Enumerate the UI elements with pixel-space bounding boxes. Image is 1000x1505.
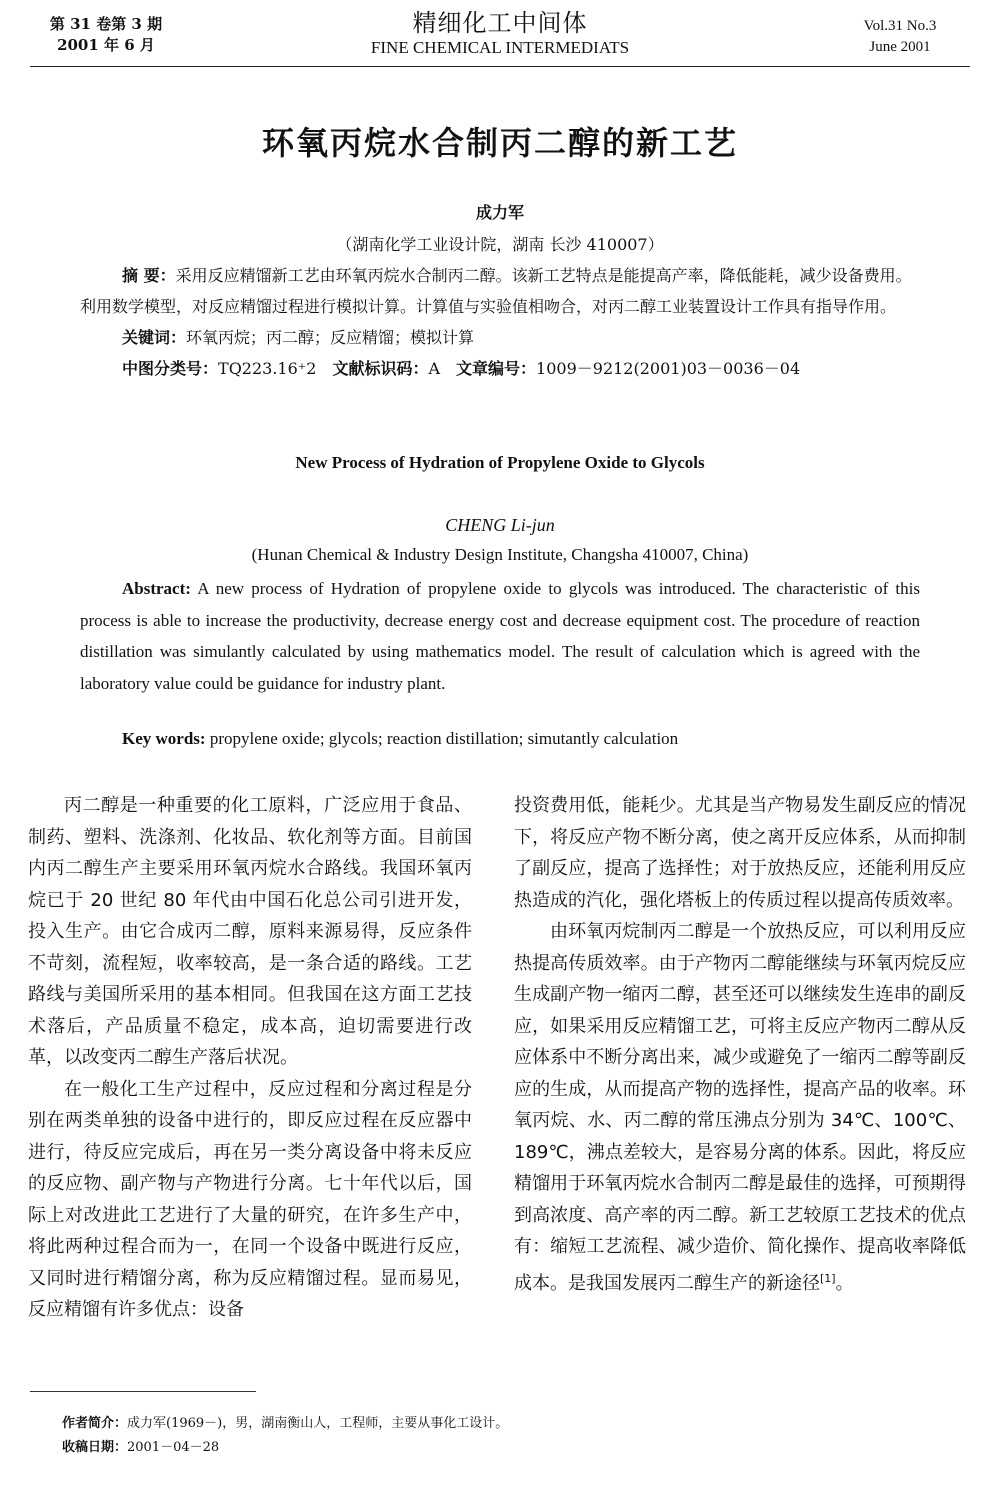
clc-label: 中图分类号： [122,359,219,378]
journal-name-en: FINE CHEMICAL INTERMEDIATS [370,38,630,57]
doc-code-value: A [428,359,441,378]
body-paragraph: 在一般化工生产过程中，反应过程和分离过程是分别在两类单独的设备中进行的，即反应过程在反应器中进行，待反应完成后，再在另一类分离设备中将未反应的反应物、副产物与产物进行分离。七十年代以后，国际上对改进此工艺进行了大量的研究，在许多生产中，将此两种过程合而为一，在同一个设备中既进行反应，又同时进行精馏分离，称为反应精馏过程。显而易见，反应精馏有许多优点：设备 [28,1078,472,1320]
journal-name [300,8,700,58]
abstract-en [80,573,920,699]
received-value: 2001－04－28 [127,1440,220,1455]
author-bio-label: 作者简介： [62,1416,128,1431]
received-label: 收稿日期： [62,1440,128,1455]
author-bio-text: 成力军(1969－)，男，湖南衡山人，工程师，主要从事化工设计。 [127,1416,509,1431]
article-no-label: 文章编号： [456,359,537,378]
body-paragraph [514,916,966,1299]
keywords-en [122,729,922,749]
paper-title-cn: 环氧丙烷水合制丙二醇的新工艺 [261,124,738,162]
footnote-rule [30,1391,256,1392]
body-column-left [28,790,472,1326]
date-cn: 2001 年 6 月 [57,36,155,54]
keywords-cn [80,322,920,353]
affiliation-en: (Hunan Chemical & Industry Design Institute, Changsha 410007, China) [251,545,749,564]
abstract-text-en: A new process of Hydration of propylene oxide to glycols was introduced. The characteristic of this process is able to increase the productivity, decrease energy cost and decrease equipment cost. The procedure of reaction distillation was simulantly calculated by using mathematics model. The result of calculation which is agreed with the laboratory value could be guidance for industry plant. [80,579,920,693]
article-no-value: 1009－9212(2001)03－0036－04 [536,359,801,378]
header-rule [30,66,970,67]
abstract-text-cn: 采用反应精馏新工艺由环氧丙烷水合制丙二醇。该新工艺特点是能提高产率，降低能耗，减少设备费用。利用数学模型，对反应精馏过程进行模拟计算。计算值与实验值相吻合，对丙二醇工业装置设计工作具有指导作用。 [80,266,912,316]
date-en: June 2001 [869,39,931,55]
abstract-label-cn: 摘 要： [122,266,176,285]
issue-info-cn [36,14,176,56]
keywords-text-cn: 环氧丙烷；丙二醇；反应精馏；模拟计算 [186,328,475,347]
abstract-cn [80,260,920,322]
affiliation-cn: （湖南化学工业设计院，湖南 长沙 410007） [336,235,664,254]
body-paragraph-text: 由环氧丙烷制丙二醇是一个放热反应，可以利用反应热提高传质效率。由于产物丙二醇能继续与环氧丙烷反应生成副产物一缩丙二醇，甚至还可以继续发生连串的副反应，如果采用反应精馏工艺，可将主反应产物丙二醇从反应体系中不断分离出来，减少或避免了一缩丙二醇等副反应的生成，从而提高产物的选择性，提高产品的收率。环氧丙烷、水、丙二醇的常压沸点分别为 34℃、100℃、189℃，沸点差较大，是容易分离的体系。因此，将反应精馏用于环氧丙烷水合制丙二醇是最佳的选择，可预期得到高浓度、高产率的丙二醇。新工艺较原工艺技术的优点有：缩短工艺流程、减少造价、简化操作、提高收率降低成本。是我国发展丙二醇生产的新途径 [514,921,966,1294]
doc-code-label: 文献标识码： [332,359,429,378]
abstract-cn-block [80,260,920,384]
clc-value: TQ223.16⁺2 [218,359,317,378]
body-paragraph: 丙二醇是一种重要的化工原料，广泛应用于食品、制药、塑料、洗涤剂、化妆品、软化剂等方面。目前国内丙二醇生产主要采用环氧丙烷水合路线。我国环氧丙烷已于 20 世纪 80 年代由中国石化总公司引进开发，投入生产。由它合成丙二醇，原料来源易得，反应条件不苛刻，流程短，收率较高，是一条合适的路线。工艺路线与美国所采用的基本相同。但我国在这方面工艺技术落后，产品质量不稳定，成本高，迫切需要进行改革，以改变丙二醇生产落后状况。 [28,795,472,1068]
body-column-right [514,790,966,1299]
journal-name-cn: 精细化工中间体 [412,9,588,37]
keywords-label-en: Key words: [122,729,206,748]
paragraph-end: 。 [835,1272,854,1294]
author-cn: 成力军 [475,203,524,222]
volume-issue-cn: 第 31 卷第 3 期 [49,15,163,33]
keywords-label-cn: 关键词： [122,328,187,347]
reference-marker[interactable]: [1] [820,1271,836,1285]
abstract-en-block [80,573,920,699]
keywords-text-en: propylene oxide; glycols; reaction distillation; simutantly calculation [209,729,679,748]
body-paragraph: 投资费用低，能耗少。尤其是当产物易发生副反应的情况下，将反应产物不断分离，使之离开反应体系，从而抑制了副反应，提高了选择性；对于放热反应，还能利用反应热造成的汽化，强化塔板上的传质过程以提高传质效率。 [514,795,966,911]
issue-info-en [830,16,970,58]
paper-title-en: New Process of Hydration of Propylene Oxide to Glycols [295,453,705,472]
abstract-label-en: Abstract: [122,579,191,598]
volume-issue-en: Vol.31 No.3 [863,18,937,34]
author-bio [62,1414,962,1434]
received-date [62,1438,962,1458]
author-en: CHENG Li-jun [445,515,555,535]
classification-line [80,353,920,384]
